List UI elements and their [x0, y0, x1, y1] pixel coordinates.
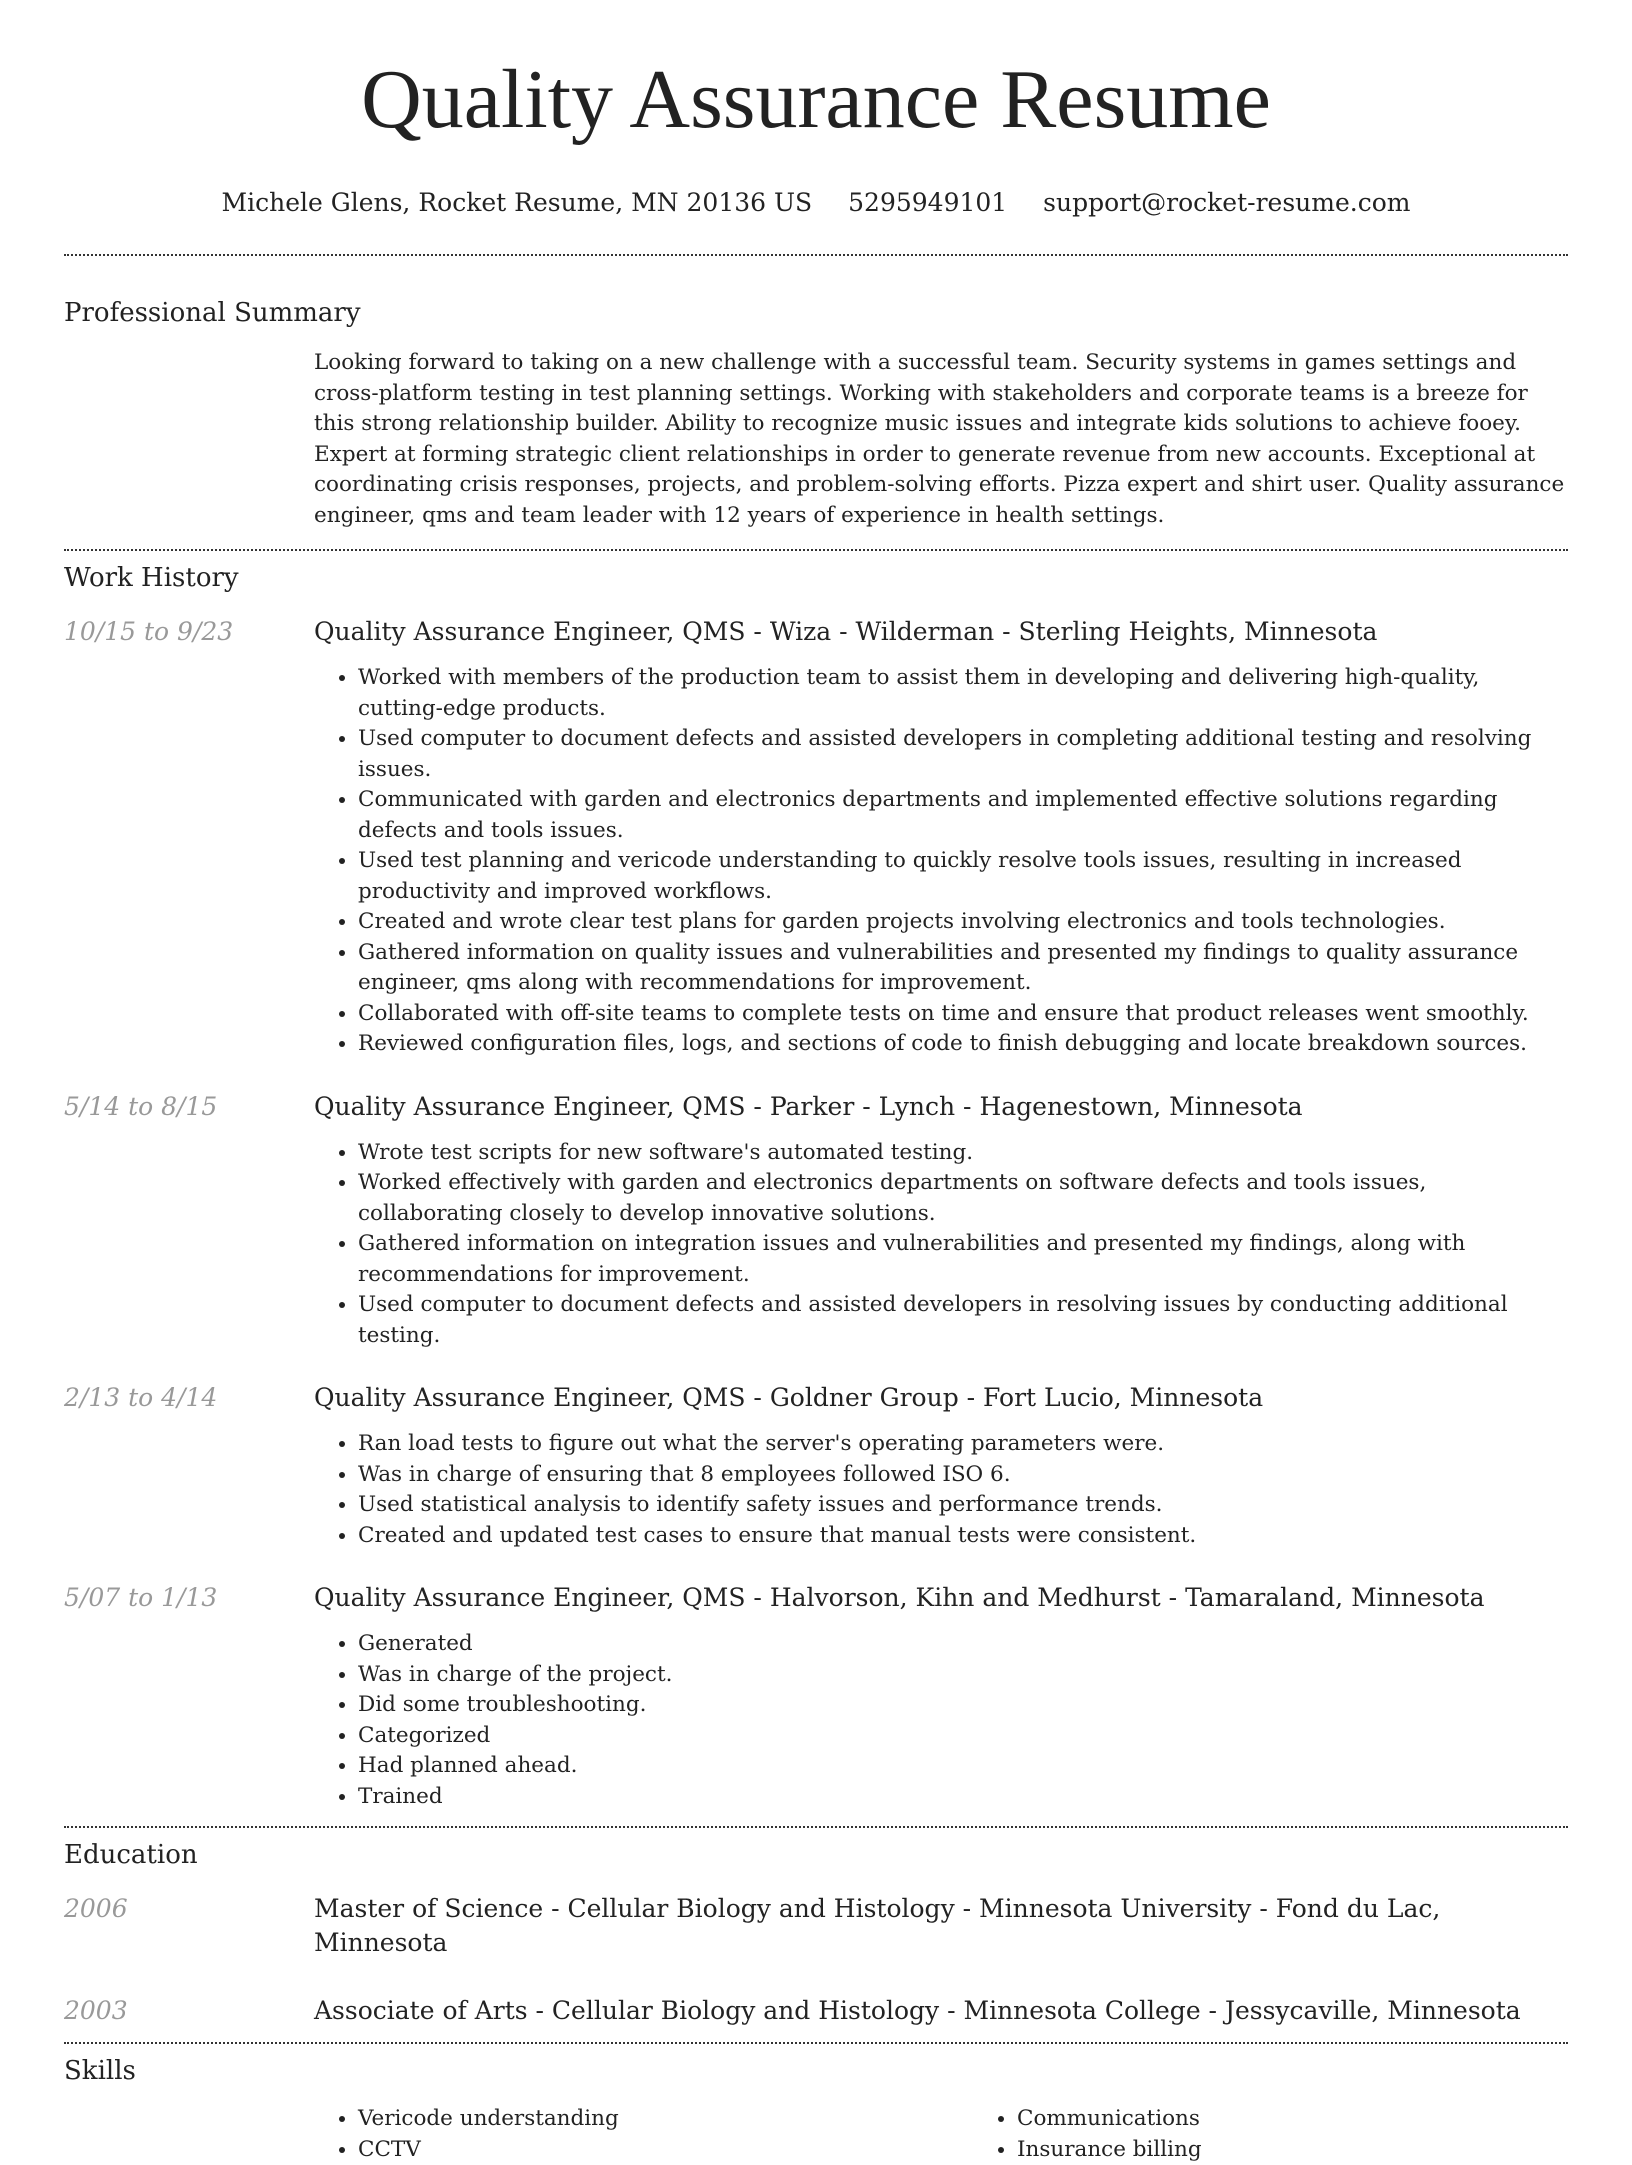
skills-column-2: [973, 2104, 1632, 2165]
job-bullet: • Used computer to document defects and assisted developers in resolving issues by conducting additional testing.: [358, 1290, 1568, 1351]
contact-email: support@rocket-resume.com: [1043, 188, 1410, 217]
job-details: [314, 1090, 1568, 1352]
contact-address: Michele Glens, Rocket Resume, MN 20136 US: [222, 188, 813, 217]
job-bullet: • Wrote test scripts for new software's automated testing.: [358, 1138, 1568, 1169]
contact-phone: 5295949101: [848, 188, 1007, 217]
job-dates-col: [64, 615, 314, 1060]
divider: [64, 254, 1568, 256]
contact-line: [64, 186, 1568, 220]
skill-item: • Insurance billing: [1017, 2135, 1632, 2165]
job-bullet: • Created and wrote clear test plans for garden projects involving electronics and tools technologies.: [358, 907, 1568, 938]
job-bullet: • Gathered information on quality issues and vulnerabilities and presented my findings to quality assurance engineer, qms along with recommendations for improvement.: [358, 938, 1568, 999]
job-bullet: • Reviewed configuration files, logs, and sections of code to finish debugging and locate breakdown sources.: [358, 1029, 1568, 1060]
job-title: Quality Assurance Engineer, QMS - Goldner Group - Fort Lucio, Minnesota: [314, 1381, 1568, 1415]
job-bullet: • Had planned ahead.: [358, 1751, 1568, 1782]
summary-text: Looking forward to taking on a new challenge with a successful team. Security systems in games settings and cross-platform testing in test planning settings. Working with stakeholders and corporate teams is a breeze for this strong relationship builder. Ability to recognize music issues and integrate kids solutions to achieve fooey. Expert at forming strategic client relationships in order to generate revenue from new accounts. Exceptional at coordinating crisis responses, projects, and problem-solving efforts. Pizza expert and shirt user. Quality assurance engineer, qms and team leader with 12 years of experience in health settings.: [314, 348, 1568, 531]
education-degree: Associate of Arts - Cellular Biology and Histology - Minnesota College - Jessycaville, Minnesota: [314, 1994, 1568, 2028]
job-dates-col: [64, 1381, 314, 1551]
education-year-col: [64, 1892, 314, 1960]
job-dates-col: [64, 1090, 314, 1352]
work-history-list: [64, 615, 1568, 1812]
job-bullet: • Was in charge of the project.: [358, 1660, 1568, 1691]
education-list: [64, 1892, 1568, 2028]
job-dates: 2/13 to 4/14: [64, 1381, 314, 1415]
job-bullet: • Used test planning and vericode understanding to quickly resolve tools issues, resulting in increased productivity and improved workflows.: [358, 846, 1568, 907]
education-heading: Education: [64, 1838, 1568, 1872]
summary-heading: Professional Summary: [64, 296, 1568, 330]
education-degree: Master of Science - Cellular Biology and Histology - Minnesota University - Fond du Lac, Minnesota: [314, 1892, 1568, 1960]
skills-column-1: [314, 2104, 973, 2165]
job-dates: 5/14 to 8/15: [64, 1090, 314, 1124]
job-bullets: [314, 1138, 1568, 1352]
job-bullet: • Generated: [358, 1629, 1568, 1660]
education-year-col: [64, 1994, 314, 2028]
work-heading: Work History: [64, 561, 1568, 595]
job-bullet: • Worked with members of the production team to assist them in developing and delivering high-quality, cutting-edge products.: [358, 663, 1568, 724]
skill-item: • Communications: [1017, 2104, 1632, 2135]
divider: [64, 2042, 1568, 2044]
summary-row: [64, 348, 1568, 531]
job-bullet: • Communicated with garden and electronics departments and implemented effective solutions regarding defects and tools issues.: [358, 785, 1568, 846]
job-bullets: [314, 1629, 1568, 1812]
divider: [64, 549, 1568, 551]
job-bullet: • Was in charge of ensuring that 8 employees followed ISO 6.: [358, 1460, 1568, 1491]
job-details: [314, 615, 1568, 1060]
job-title: Quality Assurance Engineer, QMS - Halvorson, Kihn and Medhurst - Tamaraland, Minnesota: [314, 1581, 1568, 1615]
job-bullet: • Used computer to document defects and assisted developers in completing additional testing and resolving issues.: [358, 724, 1568, 785]
job-entry: [64, 615, 1568, 1060]
job-bullet: • Worked effectively with garden and electronics departments on software defects and tools issues, collaborating closely to develop innovative solutions.: [358, 1168, 1568, 1229]
skills-heading: Skills: [64, 2054, 1568, 2088]
job-dates: 5/07 to 1/13: [64, 1581, 314, 1615]
job-details: [314, 1381, 1568, 1551]
divider: [64, 1826, 1568, 1828]
job-bullet: • Trained: [358, 1782, 1568, 1813]
skills-row: [64, 2104, 1568, 2165]
education-entry: [64, 1994, 1568, 2028]
job-entry: [64, 1090, 1568, 1352]
education-year: 2006: [64, 1892, 314, 1926]
job-bullet: • Gathered information on integration issues and vulnerabilities and presented my findings, along with recommendations for improvement.: [358, 1229, 1568, 1290]
job-title: Quality Assurance Engineer, QMS - Wiza - Wilderman - Sterling Heights, Minnesota: [314, 615, 1568, 649]
resume-title: Quality Assurance Resume: [64, 0, 1568, 148]
job-bullets: [314, 1429, 1568, 1551]
job-bullets: [314, 663, 1568, 1060]
job-entry: [64, 1381, 1568, 1551]
job-dates: 10/15 to 9/23: [64, 615, 314, 649]
education-entry: [64, 1892, 1568, 1960]
job-bullet: • Collaborated with off-site teams to complete tests on time and ensure that product releases went smoothly.: [358, 999, 1568, 1030]
education-year: 2003: [64, 1994, 314, 2028]
job-bullet: • Did some troubleshooting.: [358, 1690, 1568, 1721]
job-bullet: • Categorized: [358, 1721, 1568, 1752]
job-bullet: • Ran load tests to figure out what the server's operating parameters were.: [358, 1429, 1568, 1460]
job-bullet: • Used statistical analysis to identify safety issues and performance trends.: [358, 1490, 1568, 1521]
job-entry: [64, 1581, 1568, 1812]
skill-item: • Vericode understanding: [358, 2104, 973, 2135]
job-bullet: • Created and updated test cases to ensure that manual tests were consistent.: [358, 1521, 1568, 1552]
job-details: [314, 1581, 1568, 1812]
job-title: Quality Assurance Engineer, QMS - Parker - Lynch - Hagenestown, Minnesota: [314, 1090, 1568, 1124]
job-dates-col: [64, 1581, 314, 1812]
skill-item: • CCTV: [358, 2135, 973, 2165]
